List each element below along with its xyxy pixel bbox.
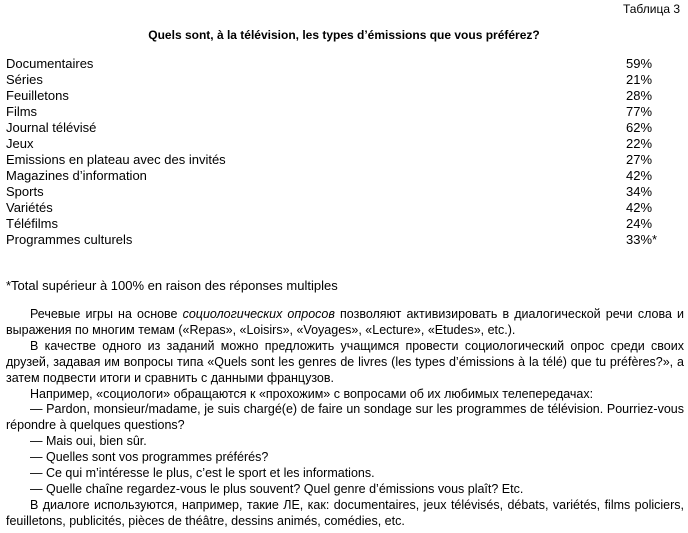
dialogue-line: — Ce qui m’intéresse le plus, c’est le sport et les informations. xyxy=(30,466,375,481)
article-body xyxy=(6,307,684,530)
dialogue-line: — Pardon, monsieur/madame, je suis chargé(e) de faire un sondage sur les programmes de télévision. Pourriez-vous répondre à quelques questions? xyxy=(6,402,684,433)
table-number-label: Таблица 3 xyxy=(622,2,680,16)
paragraph: В качестве одного из заданий можно предложить учащимся провести социологический опрос среди своих друзей, задавая им вопросы типа «Quels sont les genres de livres (les types d’émissions à la télé) que tu préfères?», а затем подвести итоги и сравнить с данными французов. xyxy=(6,338,684,385)
table-row xyxy=(6,200,666,216)
table-row xyxy=(6,136,666,152)
row-percentage: 42% xyxy=(626,200,653,215)
table-row xyxy=(6,72,666,88)
row-label: Variétés xyxy=(6,200,53,215)
row-label: Sports xyxy=(6,184,44,199)
table-row xyxy=(6,104,666,120)
row-label: Téléfilms xyxy=(6,216,59,231)
survey-table xyxy=(6,56,666,248)
row-label: Journal télévisé xyxy=(6,120,97,135)
row-label: Programmes culturels xyxy=(6,232,133,247)
dialogue-line: — Mais oui, bien sûr. xyxy=(30,434,147,449)
row-label: Jeux xyxy=(6,136,34,151)
table-row xyxy=(6,120,666,136)
row-percentage: 34% xyxy=(626,184,653,199)
row-label: Films xyxy=(6,104,38,119)
row-label: Feuilletons xyxy=(6,88,69,103)
row-label: Magazines d’information xyxy=(6,168,147,183)
table-footnote: *Total supérieur à 100% en raison des réponses multiples xyxy=(6,278,338,293)
table-row xyxy=(6,184,666,200)
table-row xyxy=(6,56,666,72)
row-percentage: 62% xyxy=(626,120,653,135)
table-row xyxy=(6,88,666,104)
dialogue-line: — Quelles sont vos programmes préférés? xyxy=(30,450,269,465)
paragraph xyxy=(6,307,684,339)
row-label: Séries xyxy=(6,72,43,87)
paragraph-emphasis: социологических опросов xyxy=(182,307,335,321)
table-row xyxy=(6,168,666,184)
row-percentage: 22% xyxy=(626,136,653,151)
row-label: Emissions en plateau avec des invités xyxy=(6,152,226,167)
row-percentage: 27% xyxy=(626,152,653,167)
table-row xyxy=(6,216,666,232)
row-percentage: 59% xyxy=(626,56,653,71)
paragraph: Например, «социологи» обращаются к «прохожим» с вопросами об их любимых телепередачах: xyxy=(30,386,594,401)
row-percentage: 42% xyxy=(626,168,653,183)
dialogue-line: — Quelle chaîne regardez-vous le plus souvent? Quel genre d’émissions vous plaît? Etc. xyxy=(30,481,524,496)
row-percentage: 28% xyxy=(626,88,653,103)
row-percentage: 21% xyxy=(626,72,653,87)
paragraph: В диалоге используются, например, такие ЛЕ, как: documentaires, jeux télévisés, débats, variétés, films policiers, feuilletons, publicités, pièces de théâtre, dessins animés, comédies, etc. xyxy=(6,497,684,528)
paragraph-text: позволяют активизировать в диалогической речи слова и выражения по многим темам («Repas», «Loisirs», «Voyages», «Lecture», «Etudes», etc.). xyxy=(6,307,684,337)
paragraph-text: Речевые игры на основе xyxy=(30,307,183,321)
row-percentage: 33%* xyxy=(626,232,658,247)
table-row xyxy=(6,232,666,248)
row-percentage: 24% xyxy=(626,216,653,231)
table-title: Quels sont, à la télévision, les types d’émissions que vous préférez? xyxy=(148,28,540,42)
table-row xyxy=(6,152,666,168)
row-label: Documentaires xyxy=(6,56,94,71)
row-percentage: 77% xyxy=(626,104,653,119)
